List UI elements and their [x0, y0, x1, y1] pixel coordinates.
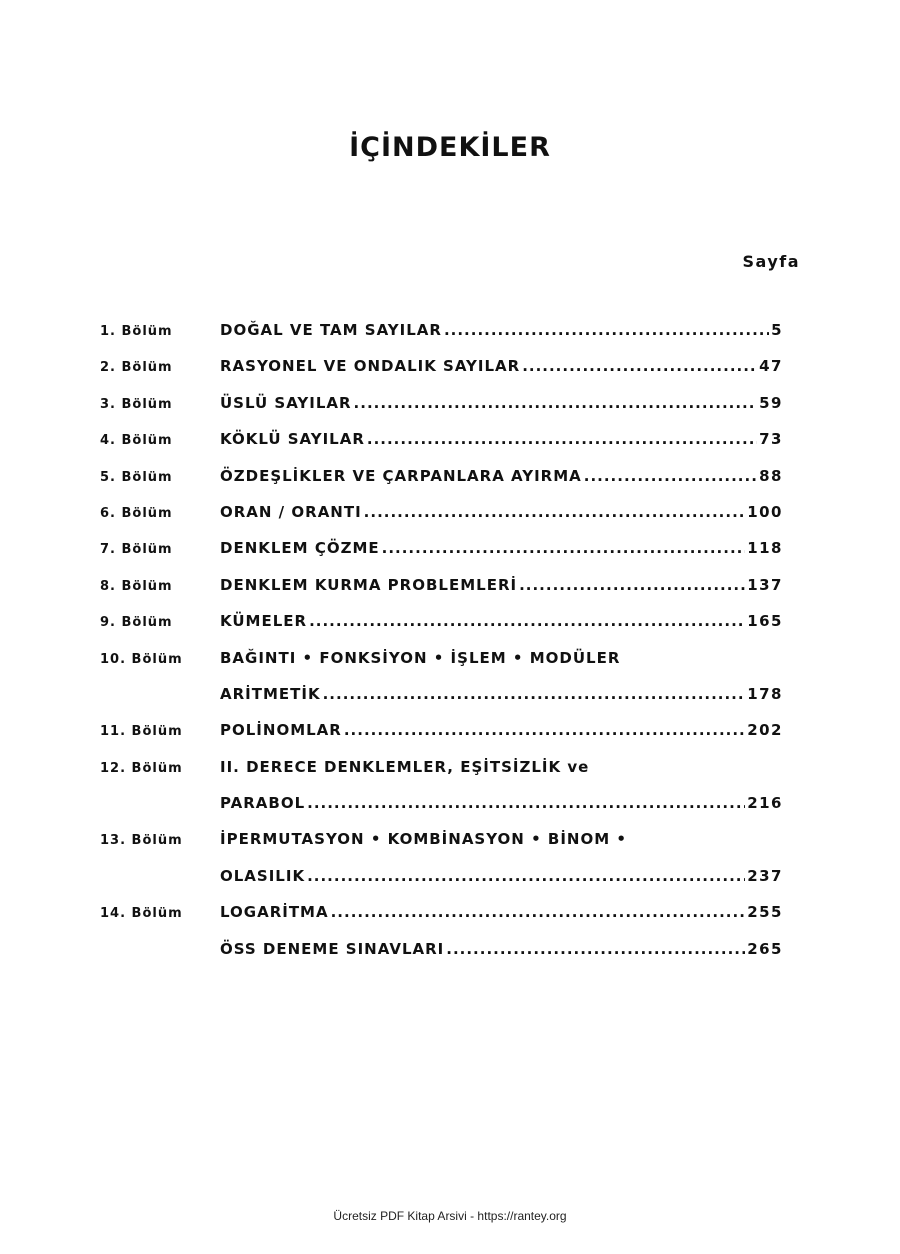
toc-row — [100, 312, 783, 348]
toc-row — [100, 931, 783, 967]
chapter-entry — [220, 530, 783, 566]
page-number: 73 — [759, 430, 783, 449]
chapter-number: 2. Bölüm — [100, 360, 173, 376]
dot-leader — [519, 567, 745, 603]
chapter-number: 8. Bölüm — [100, 578, 173, 594]
chapter-entry — [220, 567, 783, 603]
chapter-title: LOGARİTMA — [220, 903, 329, 922]
dot-leader — [446, 931, 745, 967]
page-number: 137 — [747, 575, 783, 594]
chapter-title: ÖZDEŞLİKLER VE ÇARPANLARA AYIRMA — [220, 466, 582, 485]
chapter-entry — [220, 421, 783, 457]
chapter-title: PARABOL — [220, 794, 306, 813]
dot-leader — [367, 421, 757, 457]
chapter-title: DOĞAL VE TAM SAYILAR — [220, 321, 442, 339]
dot-leader — [522, 348, 757, 384]
chapter-title: OLASILIK — [220, 866, 306, 885]
toc-row — [100, 712, 783, 748]
toc-row — [100, 530, 783, 566]
dot-leader — [307, 785, 745, 821]
toc-row — [100, 567, 783, 603]
dot-leader — [307, 858, 745, 894]
chapter-entry — [220, 458, 783, 494]
page-number: 88 — [759, 466, 783, 485]
chapter-entry — [220, 494, 783, 530]
chapter-entry — [220, 821, 783, 857]
table-of-contents — [100, 312, 783, 967]
toc-row — [100, 348, 783, 384]
dot-leader — [354, 385, 758, 421]
toc-row — [100, 421, 783, 457]
dot-leader — [309, 603, 745, 639]
page-number: 237 — [747, 866, 783, 885]
toc-row — [100, 821, 783, 857]
toc-row — [100, 894, 783, 930]
chapter-entry — [220, 348, 783, 384]
page-number: 47 — [759, 357, 783, 376]
page-number: 165 — [747, 612, 783, 631]
chapter-title: ÖSS DENEME SINAVLARI — [220, 939, 445, 958]
chapter-entry — [220, 603, 783, 639]
chapter-title: ARİTMETİK — [220, 684, 321, 703]
chapter-number: 1. Bölüm — [100, 324, 173, 339]
chapter-entry — [220, 712, 783, 748]
chapter-number: 3. Bölüm — [100, 396, 173, 412]
dot-leader — [382, 530, 746, 566]
dot-leader — [323, 676, 746, 712]
page-number: 216 — [747, 794, 783, 813]
chapter-title-line1: BAĞINTI • FONKSİYON • İŞLEM • MODÜLER — [220, 648, 621, 667]
page-column-label: Sayfa — [742, 252, 800, 271]
chapter-title: ÜSLÜ SAYILAR — [220, 393, 352, 412]
chapter-number: 5. Bölüm — [100, 469, 173, 485]
page-number: 265 — [747, 939, 783, 958]
dot-leader — [584, 458, 757, 494]
dot-leader — [331, 894, 746, 930]
chapter-number: 7. Bölüm — [100, 542, 173, 558]
chapter-number: 9. Bölüm — [100, 615, 173, 631]
chapter-number: 13. Bölüm — [100, 833, 183, 849]
toc-row — [100, 749, 783, 785]
chapter-title: KÜMELER — [220, 612, 308, 631]
toc-row — [100, 640, 783, 676]
chapter-title: POLİNOMLAR — [220, 721, 342, 740]
toc-row — [100, 603, 783, 639]
chapter-number: 4. Bölüm — [100, 433, 173, 449]
chapter-number: 11. Bölüm — [100, 724, 183, 740]
chapter-number: 6. Bölüm — [100, 505, 173, 521]
toc-row-continuation — [100, 676, 783, 712]
chapter-title-line1: İPERMUTASYON • KOMBİNASYON • BİNOM • — [220, 830, 627, 849]
chapter-number: 12. Bölüm — [100, 760, 183, 776]
toc-row-continuation — [100, 858, 783, 894]
footer-text: Ücretsiz PDF Kitap Arsivi - https://rantey.org — [333, 1209, 567, 1223]
dot-leader — [444, 312, 769, 348]
page-number: 202 — [747, 721, 783, 740]
page-number: 100 — [747, 502, 783, 521]
chapter-number: 14. Bölüm — [100, 906, 183, 922]
toc-row — [100, 385, 783, 421]
page-number: 178 — [747, 684, 783, 703]
toc-row-continuation — [100, 785, 783, 821]
chapter-entry — [220, 749, 783, 785]
dot-leader — [344, 712, 745, 748]
toc-row — [100, 494, 783, 530]
chapter-entry — [220, 931, 783, 967]
page-number: 118 — [747, 539, 783, 558]
page-number: 59 — [759, 393, 783, 412]
chapter-title: DENKLEM KURMA PROBLEMLERİ — [220, 575, 518, 594]
chapter-title: RASYONEL VE ONDALIK SAYILAR — [220, 357, 521, 376]
chapter-entry — [220, 640, 783, 676]
page-number: 5 — [771, 321, 783, 339]
dot-leader — [364, 494, 746, 530]
chapter-entry — [220, 894, 783, 930]
chapter-title: ORAN / ORANTI — [220, 502, 362, 521]
chapter-entry — [220, 676, 783, 712]
chapter-title: KÖKLÜ SAYILAR — [220, 430, 365, 449]
chapter-number: 10. Bölüm — [100, 651, 183, 667]
chapter-title: DENKLEM ÇÖZME — [220, 539, 380, 558]
chapter-entry — [220, 312, 783, 348]
page-number: 255 — [747, 903, 783, 922]
chapter-entry — [220, 785, 783, 821]
chapter-entry — [220, 385, 783, 421]
chapter-title-line1: II. DERECE DENKLEMLER, EŞİTSİZLİK ve — [220, 757, 590, 776]
page-title: İÇİNDEKİLER — [349, 132, 551, 163]
chapter-entry — [220, 858, 783, 894]
toc-row — [100, 458, 783, 494]
